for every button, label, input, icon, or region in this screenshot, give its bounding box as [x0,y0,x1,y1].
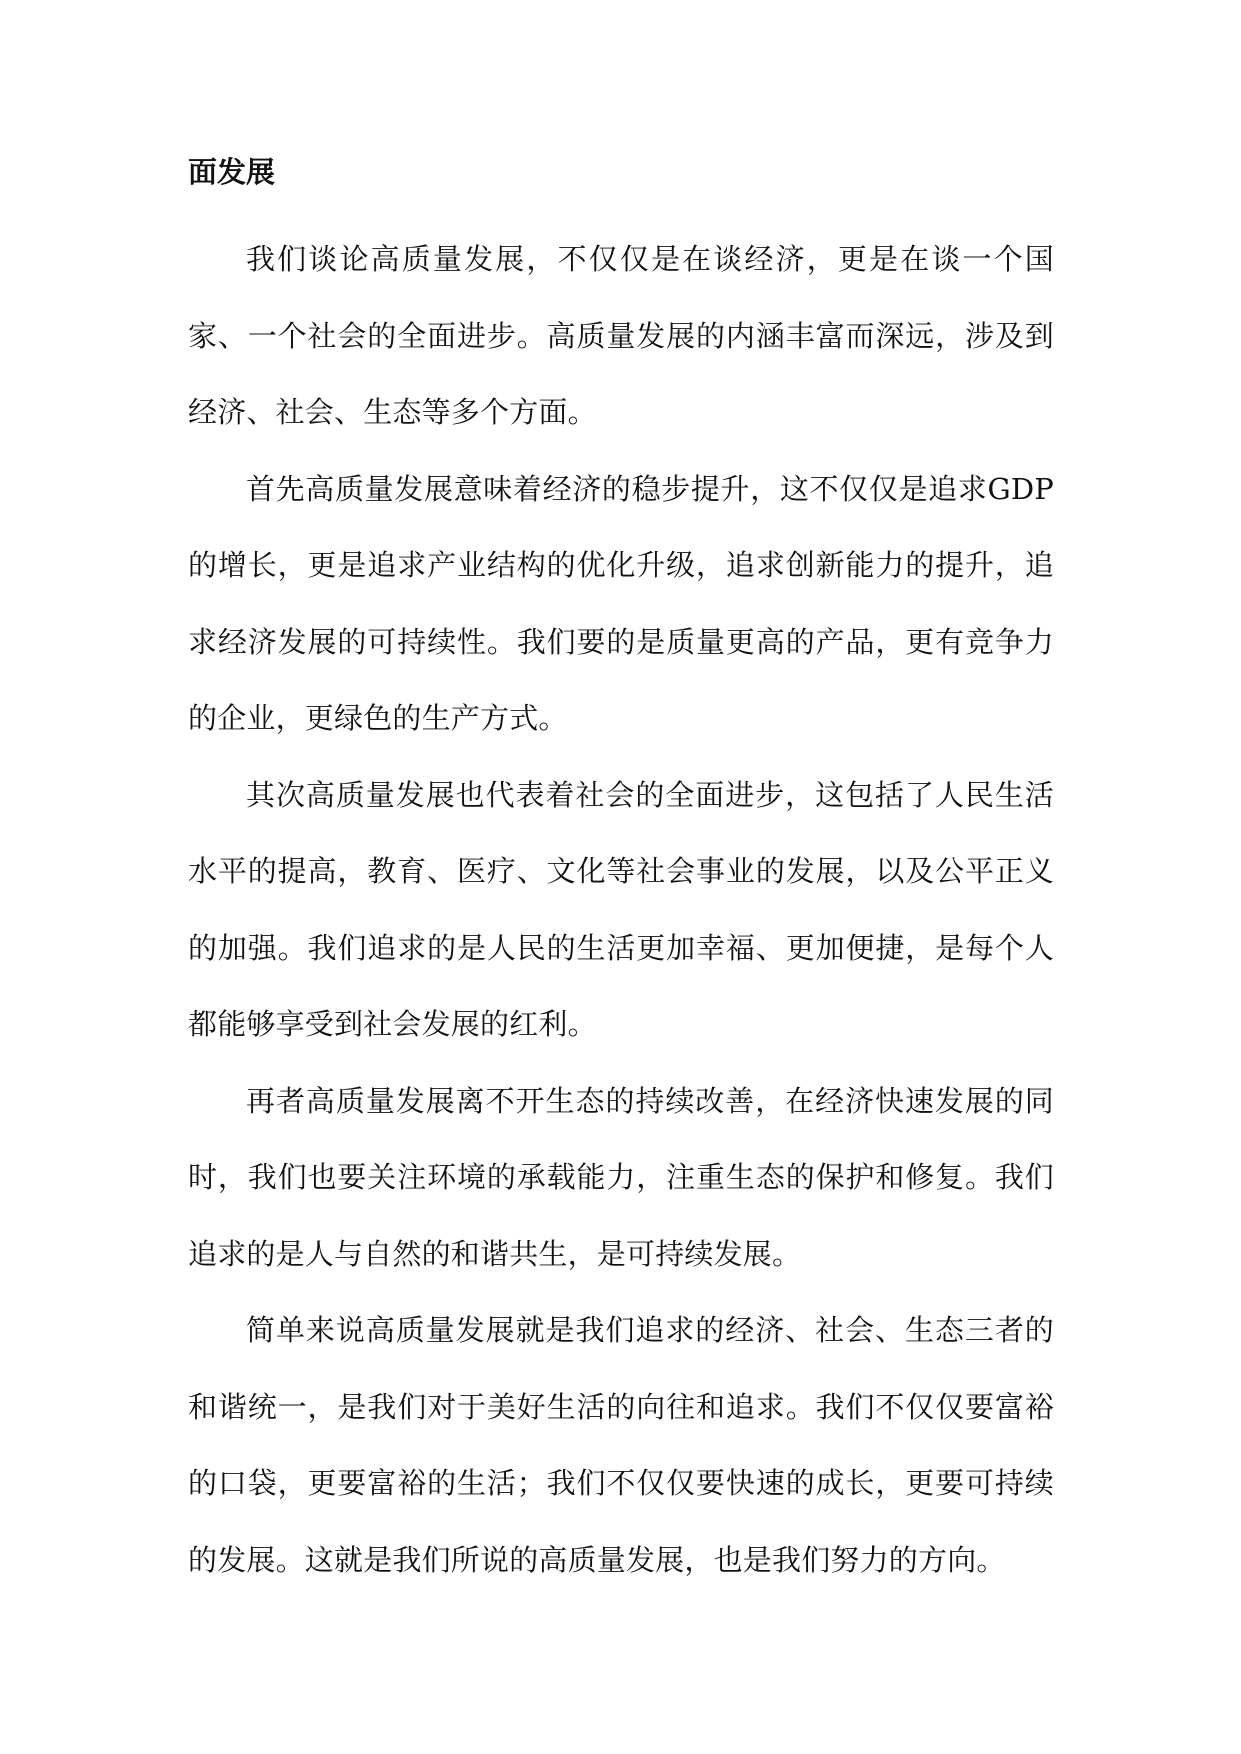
paragraph-summary: 简单来说高质量发展就是我们追求的经济、社会、生态三者的和谐统一，是我们对于美好生活的向往和追求。我们不仅仅要富裕的口袋，更要富裕的生活；我们不仅仅要快速的成长，更要可持续的发展。这就是我们所说的高质量发展，也是我们努力的方向。 [188,1313,1054,1577]
document-body [188,143,1054,1598]
paragraph-ecology: 再者高质量发展离不开生态的持续改善，在经济快速发展的同时，我们也要关注环境的承载能力，注重生态的保护和修复。我们追求的是人与自然的和谐共生，是可持续发展。 [188,1083,1054,1271]
section-heading: 面发展 [188,155,276,189]
paragraph-economy: 首先高质量发展意味着经济的稳步提升，这不仅仅是追求GDP的增长，更是追求产业结构的优化升级，追求创新能力的提升，追求经济发展的可持续性。我们要的是质量更高的产品，更有竞争力的企业，更绿色的生产方式。 [188,471,1054,735]
paragraph-society: 其次高质量发展也代表着社会的全面进步，这包括了人民生活水平的提高，教育、医疗、文化等社会事业的发展，以及公平正义的加强。我们追求的是人民的生活更加幸福、更加便捷，是每个人都能够享受到社会发展的红利。 [188,777,1054,1041]
paragraph-intro: 我们谈论高质量发展，不仅仅是在谈经济，更是在谈一个国家、一个社会的全面进步。高质量发展的内涵丰富而深远，涉及到经济、社会、生态等多个方面。 [188,242,1054,429]
